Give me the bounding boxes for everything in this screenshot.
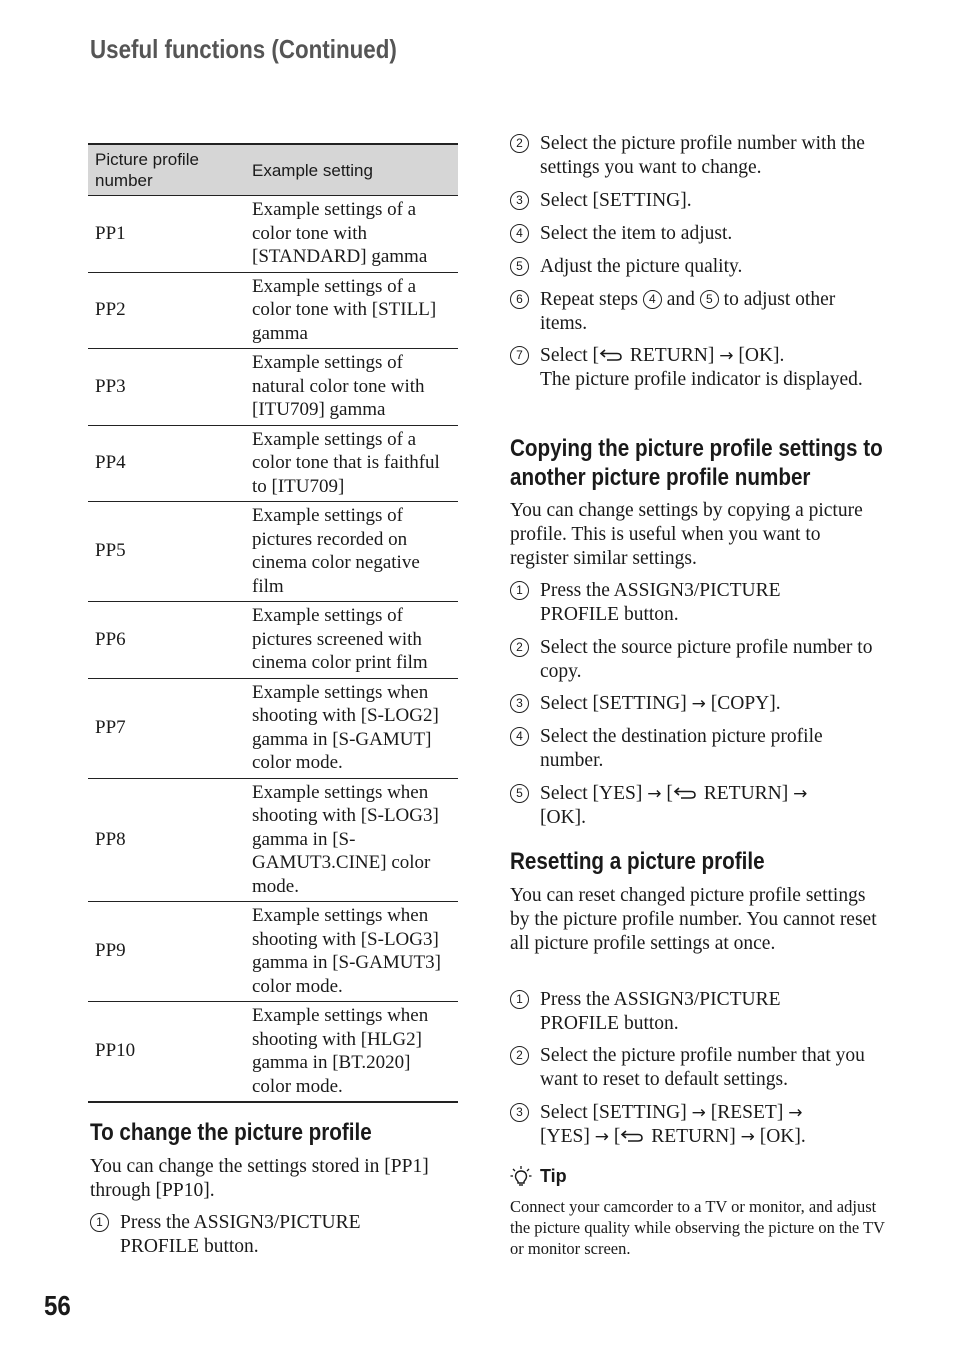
copy-heading-line-1: Copying the picture profile settings to bbox=[510, 435, 883, 462]
profile-number: PP3 bbox=[88, 349, 245, 426]
step-number-icon: 5 bbox=[510, 257, 529, 276]
copy-step3-text-a: Select [SETTING] bbox=[540, 693, 687, 714]
arrow-right-icon: → bbox=[594, 1127, 609, 1147]
table-row bbox=[88, 1002, 458, 1103]
step-text bbox=[540, 288, 880, 336]
table-row bbox=[88, 272, 458, 349]
section-heading-copy bbox=[510, 434, 883, 492]
profile-number: PP1 bbox=[88, 196, 245, 273]
step-text: Select the item to adjust. bbox=[540, 223, 733, 244]
arrow-right-icon: → bbox=[793, 784, 808, 804]
step-reference-5-icon: 5 bbox=[700, 290, 719, 309]
return-icon bbox=[673, 785, 699, 801]
step-text: Select the destination picture profile number. bbox=[540, 726, 823, 771]
section-heading-reset: Resetting a picture profile bbox=[510, 848, 765, 875]
arrow-right-icon: → bbox=[740, 1127, 755, 1147]
profile-description: Example settings of a color tone that is faithful to [ITU709] bbox=[245, 425, 458, 502]
step-reference-4-icon: 4 bbox=[643, 290, 662, 309]
profile-description: Example settings of a color tone with [STILL] gamma bbox=[245, 272, 458, 349]
table-row bbox=[88, 349, 458, 426]
step-number-icon: 3 bbox=[510, 694, 529, 713]
copy-step5-text-a: Select [YES] bbox=[540, 783, 643, 804]
profile-number: PP10 bbox=[88, 1002, 245, 1103]
page-number: 56 bbox=[44, 1290, 71, 1321]
column-header-number: Picture profile number bbox=[88, 144, 245, 196]
step-text: Press the ASSIGN3/PICTURE PROFILE button. bbox=[540, 989, 781, 1034]
arrow-right-icon: → bbox=[647, 784, 662, 804]
tip-label: Tip bbox=[540, 1166, 567, 1186]
step-text: Select the picture profile number that you want to reset to default settings. bbox=[540, 1045, 865, 1090]
profile-description: Example settings when shooting with [S-LOG3] gamma in [S-GAMUT3] color mode. bbox=[245, 902, 458, 1002]
step-text: Select the source picture profile number to copy. bbox=[540, 637, 873, 682]
profile-description: Example settings of pictures recorded on cinema color negative film bbox=[245, 502, 458, 602]
step-number-icon: 3 bbox=[510, 191, 529, 210]
arrow-right-icon: → bbox=[691, 694, 706, 714]
reset-step3-text-c: [YES] bbox=[540, 1126, 590, 1147]
return-icon bbox=[599, 347, 625, 363]
table-row bbox=[88, 196, 458, 273]
step-text: Select [SETTING]. bbox=[540, 190, 692, 211]
arrow-right-icon: → bbox=[788, 1103, 803, 1123]
profile-description: Example settings of pictures screened with cinema color print film bbox=[245, 602, 458, 679]
profile-number: PP2 bbox=[88, 272, 245, 349]
step7-text-a: Select [ bbox=[540, 345, 600, 366]
reset-step3-text-a: Select [SETTING] bbox=[540, 1102, 687, 1123]
step-text bbox=[540, 344, 880, 392]
step7-text-c: [OK]. bbox=[738, 345, 785, 366]
table-row bbox=[88, 602, 458, 679]
profile-number: PP4 bbox=[88, 425, 245, 502]
arrow-right-icon: → bbox=[691, 1103, 706, 1123]
return-icon bbox=[620, 1128, 646, 1144]
copy-step5-text-b: [ bbox=[666, 783, 673, 804]
section-heading-change: To change the picture profile bbox=[90, 1119, 372, 1146]
step-number-icon: 3 bbox=[510, 1103, 529, 1122]
table-row bbox=[88, 678, 458, 778]
copy-intro: You can change settings by copying a picture profile. This is useful when you want to register similar settings. bbox=[510, 500, 863, 569]
change-intro: You can change the settings stored in [PP1] through [PP10]. bbox=[90, 1156, 429, 1201]
step7-text-d: The picture profile indicator is displayed. bbox=[540, 369, 863, 390]
step-number-icon: 6 bbox=[510, 290, 529, 309]
profile-description: Example settings when shooting with [S-LOG2] gamma in [S-GAMUT] color mode. bbox=[245, 678, 458, 778]
table-row bbox=[88, 502, 458, 602]
step-number-icon: 5 bbox=[510, 784, 529, 803]
copy-step5-text-c: RETURN] bbox=[703, 783, 789, 804]
table-row bbox=[88, 902, 458, 1002]
step-text bbox=[540, 782, 880, 830]
column-header-setting: Example setting bbox=[245, 144, 458, 196]
lightbulb-icon bbox=[510, 1165, 532, 1189]
reset-step3-text-b: [RESET] bbox=[710, 1102, 784, 1123]
step-text bbox=[540, 1101, 880, 1149]
step-number-icon: 1 bbox=[510, 990, 529, 1009]
profile-number: PP7 bbox=[88, 678, 245, 778]
step-number-icon: 4 bbox=[510, 224, 529, 243]
step-text: Select the picture profile number with the settings you want to change. bbox=[540, 133, 865, 178]
step-text: Adjust the picture quality. bbox=[540, 256, 743, 277]
step-text: Press the ASSIGN3/PICTURE PROFILE button. bbox=[540, 580, 781, 625]
copy-heading-line-2: another picture profile number bbox=[510, 464, 811, 491]
reset-intro: You can reset changed picture profile settings by the picture profile number. You cannot reset all picture profile settings at once. bbox=[510, 885, 877, 954]
profile-number: PP8 bbox=[88, 778, 245, 902]
step6-text-a: Repeat steps bbox=[540, 289, 639, 310]
step-number-icon: 1 bbox=[510, 581, 529, 600]
reset-step3-text-e: RETURN] bbox=[651, 1126, 736, 1147]
arrow-right-icon: → bbox=[719, 346, 734, 366]
reset-step3-text-d: [ bbox=[613, 1126, 621, 1147]
profile-number: PP6 bbox=[88, 602, 245, 679]
copy-step3-text-b: [COPY]. bbox=[710, 693, 781, 714]
tip-text: Connect your camcorder to a TV or monitor, and adjust the picture quality while observing the picture on the TV or monitor screen. bbox=[510, 1197, 885, 1258]
picture-profile-table bbox=[88, 143, 458, 1103]
step-text bbox=[540, 692, 885, 716]
profile-description: Example settings when shooting with [S-LOG3] gamma in [S-GAMUT3.CINE] color mode. bbox=[245, 778, 458, 902]
profile-number: PP5 bbox=[88, 502, 245, 602]
step-number-icon: 7 bbox=[510, 346, 529, 365]
step6-text-b: and bbox=[666, 289, 695, 310]
profile-number: PP9 bbox=[88, 902, 245, 1002]
profile-description: Example settings when shooting with [HLG2] gamma in [BT.2020] color mode. bbox=[245, 1002, 458, 1103]
table-row bbox=[88, 778, 458, 902]
page-header-title: Useful functions (Continued) bbox=[90, 34, 397, 64]
table-row bbox=[88, 425, 458, 502]
profile-description: Example settings of natural color tone with [ITU709] gamma bbox=[245, 349, 458, 426]
table-header-row bbox=[88, 144, 458, 196]
step-number-icon: 1 bbox=[90, 1213, 109, 1232]
reset-step3-text-f: [OK]. bbox=[759, 1126, 806, 1147]
step6-text-c: to adjust other items. bbox=[540, 289, 836, 334]
step-number-icon: 2 bbox=[510, 638, 529, 657]
step-number-icon: 2 bbox=[510, 134, 529, 153]
copy-step5-text-d: [OK]. bbox=[540, 807, 587, 828]
profile-description: Example settings of a color tone with [STANDARD] gamma bbox=[245, 196, 458, 273]
step-text: Press the ASSIGN3/PICTURE PROFILE button. bbox=[120, 1212, 361, 1257]
step7-text-b: RETURN] bbox=[629, 345, 715, 366]
step-number-icon: 4 bbox=[510, 727, 529, 746]
step-number-icon: 2 bbox=[510, 1046, 529, 1065]
